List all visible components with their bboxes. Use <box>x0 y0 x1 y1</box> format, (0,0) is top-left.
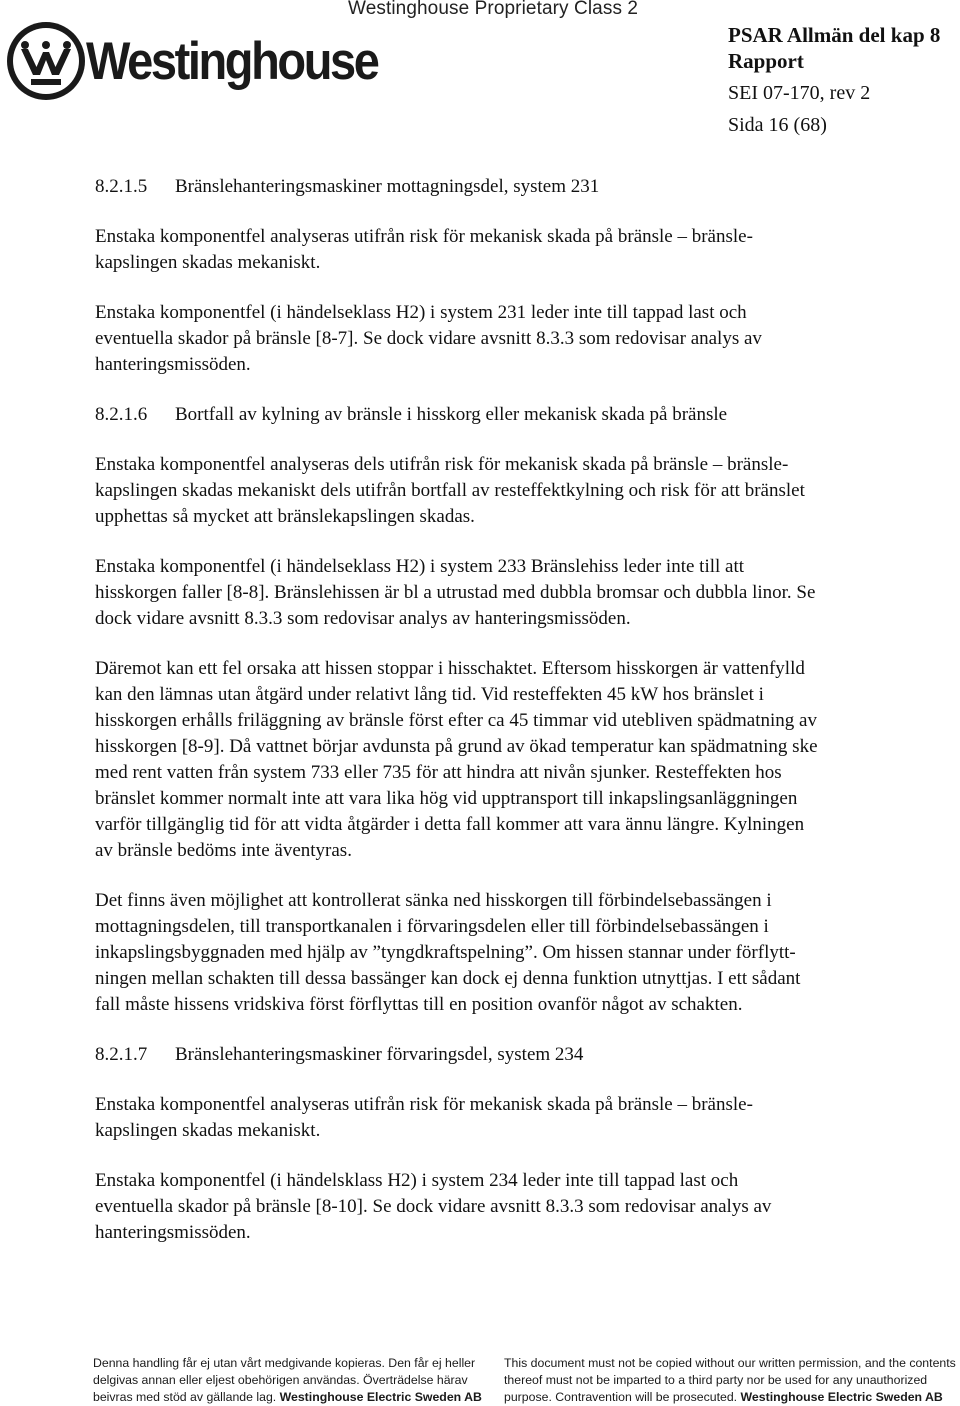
section-number: 8.2.1.5 <box>95 176 148 197</box>
document-id: SEI 07-170, rev 2 <box>728 82 871 104</box>
footer-line <box>93 1389 498 1406</box>
westinghouse-circle-w-icon <box>4 19 88 103</box>
document-type: Rapport <box>728 49 804 73</box>
paragraph-line: eventuella skador på bränsle [8-7]. Se dock vidare avsnitt 8.3.3 som redovisar analys av <box>95 328 762 349</box>
section-heading <box>95 402 955 428</box>
classification-label: Westinghouse Proprietary Class 2 <box>348 0 639 19</box>
paragraph-line: upphettas så mycket att bränslekapslingen skadas. <box>95 506 475 527</box>
westinghouse-logo <box>4 19 378 103</box>
paragraph <box>95 888 955 1018</box>
paragraph-line: Enstaka komponentfel (i händelseklass H2) i system 231 leder inte till tappad last och <box>95 302 747 323</box>
footer-swedish-notice <box>93 1355 498 1406</box>
section-heading <box>95 174 955 200</box>
paragraph-line: hisskorgen faller [8-8]. Bränslehissen är bl a utrustad med dubbla bromsar och dubbla linor. Se <box>95 582 816 603</box>
footer-company: Westinghouse Electric Sweden AB <box>740 1390 943 1404</box>
section-title: Bränslehanteringsmaskiner förvaringsdel, system 234 <box>175 1044 584 1065</box>
section-number: 8.2.1.7 <box>95 1044 148 1065</box>
section-title: Bortfall av kylning av bränsle i hisskorg eller mekanisk skada på bränsle <box>175 404 728 425</box>
paragraph <box>95 1168 955 1246</box>
paragraph-line: eventuella skador på bränsle [8-10]. Se dock vidare avsnitt 8.3.3 som redovisar analys av <box>95 1196 772 1217</box>
paragraph-line: Enstaka komponentfel analyseras utifrån risk för mekanisk skada på bränsle – bränsle- <box>95 226 753 247</box>
paragraph-line: hanteringsmissöden. <box>95 1222 251 1243</box>
paragraph-line: kapslingen skadas mekaniskt. <box>95 1120 321 1141</box>
paragraph-line: hisskorgen erhålls friläggning av bränsle först efter ca 45 timmar vid utebliven spädmatning av <box>95 710 817 731</box>
paragraph-line: dock vidare avsnitt 8.3.3 som redovisar analys av hanteringsmissöden. <box>95 608 631 629</box>
footer-line-text: beivras med stöd av gällande lag. <box>93 1390 277 1404</box>
section-title: Bränslehanteringsmaskiner mottagningsdel, system 231 <box>175 176 600 197</box>
paragraph-line: Enstaka komponentfel (i händelsklass H2) i system 234 leder inte till tappad last och <box>95 1170 739 1191</box>
paragraph <box>95 656 955 864</box>
footer-line: Denna handling får ej utan vårt medgivande kopieras. Den får ej heller <box>93 1356 476 1370</box>
paragraph-line: Det finns även möjlighet att kontrollerat sänka ned hisskorgen till förbindelsebassängen i <box>95 890 772 911</box>
paragraph <box>95 554 955 632</box>
footer-line: delgivas annan eller eljest obehörigen användas. Överträdelse härav <box>93 1373 468 1387</box>
paragraph <box>95 224 955 276</box>
paragraph-line: ningen mellan schakten till dessa bassänger kan dock ej denna funktion utnyttjas. I ett sådant <box>95 968 801 989</box>
paragraph-line: kapslingen skadas mekaniskt. <box>95 252 321 273</box>
footer <box>0 1355 960 1406</box>
paragraph-line: av bränsle bedöms inte äventyras. <box>95 840 352 861</box>
footer-line: thereof must not be imparted to a third party nor be used for any unauthorized <box>504 1373 928 1387</box>
paragraph-line: mottagningsdelen, till transportkanalen i förvaringsdelen eller till förbindelsebassängen i <box>95 916 769 937</box>
footer-line <box>504 1389 954 1406</box>
paragraph <box>95 300 955 378</box>
paragraph-line: kapslingen skadas mekaniskt dels utifrån bortfall av resteffektkylning och risk för att bränslet <box>95 480 805 501</box>
paragraph-line: Däremot kan ett fel orsaka att hissen stoppar i hisschaktet. Eftersom hisskorgen är vattenfylld <box>95 658 805 679</box>
paragraph-line: Enstaka komponentfel analyseras dels utifrån risk för mekanisk skada på bränsle – bränsle- <box>95 454 789 475</box>
paragraph-line: Enstaka komponentfel (i händelseklass H2) i system 233 Bränslehiss leder inte till att <box>95 556 745 577</box>
document-title: PSAR Allmän del kap 8 <box>728 23 941 47</box>
page-number: Sida 16 (68) <box>728 114 827 136</box>
paragraph-line: varför tillgänglig tid för att vidta åtgärder i detta fall kommer att vara ännu längre. Kylningen <box>95 814 805 835</box>
paragraph-line: med rent vatten från system 733 eller 735 för att hindra att nivån sjunker. Resteffekten hos <box>95 762 782 783</box>
paragraph-line: inkapslingsbyggnaden med hjälp av ”tyngdkraftspelning”. Om hissen stannar under förflytt- <box>95 942 796 963</box>
logo-wordmark: Westinghouse <box>86 30 378 91</box>
paragraph-line: Enstaka komponentfel analyseras utifrån risk för mekanisk skada på bränsle – bränsle- <box>95 1094 753 1115</box>
section-heading <box>95 1042 955 1068</box>
document-body <box>95 174 955 1270</box>
paragraph <box>95 452 955 530</box>
paragraph-line: hanteringsmissöden. <box>95 354 251 375</box>
footer-line-text: purpose. Contravention will be prosecuted. <box>504 1390 738 1404</box>
footer-line: This document must not be copied without our written permission, and the contents <box>504 1356 956 1370</box>
paragraph-line: fall måste hissens vridskiva först förflyttas till en position ovanför något av schakten. <box>95 994 743 1015</box>
footer-english-notice <box>504 1355 954 1406</box>
paragraph <box>95 1092 955 1144</box>
section-number: 8.2.1.6 <box>95 404 148 425</box>
paragraph-line: hisskorgen [8-9]. Då vattnet börjar avdunsta på grund av ökad temperatur kan spädmatning ske <box>95 736 818 757</box>
footer-company: Westinghouse Electric Sweden AB <box>279 1390 482 1404</box>
paragraph-line: kan den lämnas utan åtgärd under relativt lång tid. Vid resteffekten 45 kW hos bränslet i <box>95 684 764 705</box>
paragraph-line: bränslet kommer normalt inte att vara lika hög vid upptransport till inkapslingsanläggningen <box>95 788 798 809</box>
